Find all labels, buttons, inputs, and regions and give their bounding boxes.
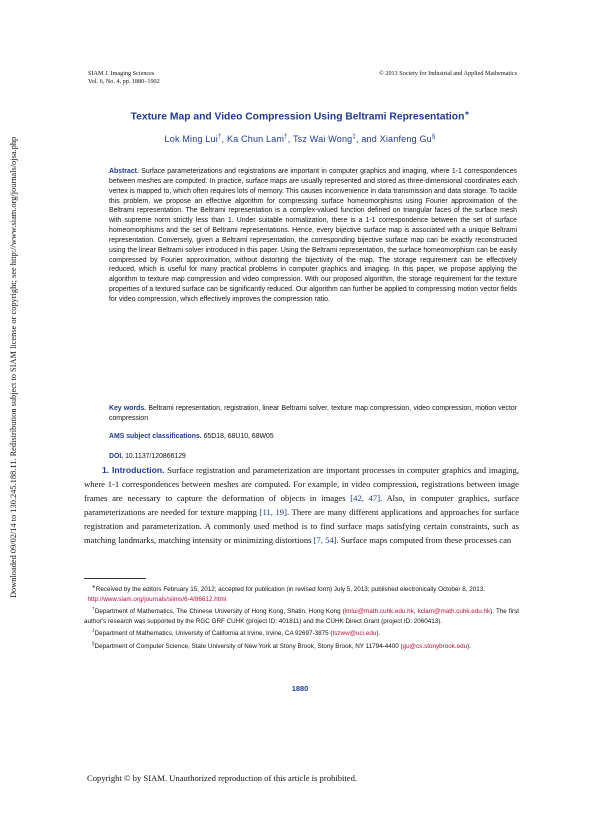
footnote-text: ). The first author's research was supported by the RGC GRF CUHK (project ID: 401811) and the CUHK Direct Grant (project ID: 2060413). [84, 608, 519, 625]
footnote-text: Received by the editors February 15, 2012; accepted for publication (in revised form) July 5, 2013; published electronically October 8, 2013. [95, 586, 486, 594]
intro-text: Surface registration and parameterization are important processes in computer graphics and imaging, where 1-1 correspondences between meshes are computed. For example, in video compression, registrations between image frames are necessary to capture the deformation of objects in images [84, 465, 520, 503]
ams-classifications [109, 433, 274, 440]
download-notice [4, 136, 18, 598]
author-separator: , and [355, 134, 380, 144]
author-list [0, 134, 600, 144]
intro-text: . There are many different applications and approaches for surface registration and parameterization. A commonly used method is to find surface maps satisfying certain constraints, such as matching landmarks, matching intensity or minimizing distortions [84, 506, 520, 545]
page-number: 1880 [291, 684, 309, 693]
header-copyright: © 2013 Society for Industrial and Applied Mathematics [379, 70, 517, 77]
author-mark: † [284, 134, 288, 140]
footnotes [84, 582, 519, 651]
footnote-affiliation-2 [84, 626, 519, 639]
paper-title-text: Texture Map and Video Compression Using Beltrami Representation [130, 111, 465, 123]
journal-header [88, 70, 160, 86]
citation-link[interactable]: [42, 47] [350, 492, 381, 503]
introduction-section [84, 464, 519, 547]
ams-label: AMS subject classifications. [109, 433, 202, 440]
keywords-label: Key words. [109, 405, 147, 412]
footnote-mark: ‡ [92, 628, 95, 634]
download-notice-text: Downloaded 09/02/14 to 130.245.188.11. Redistribution subject to SIAM license or copyright; see http://www.siam.org/journals/ojsa.php [9, 136, 18, 598]
email-link[interactable]: gu@cs.stonybrook.edu [402, 642, 468, 650]
footnote-received [84, 582, 519, 604]
footnote-text: Department of Mathematics, University of California at Irvine, Irvine, CA 92697-3875 ( [94, 630, 333, 638]
intro-text: . Also, in computer graphics, surface parameterizations are needed for texture mapping [84, 492, 519, 517]
keywords [109, 404, 517, 424]
doi [109, 453, 186, 460]
footnote-text: Department of Computer Science, State University of New York at Stony Brook, Stony Brook, NY 11794-4400 ( [94, 642, 403, 650]
intro-text: . Surface maps computed from these processes can [336, 534, 512, 545]
footnote-text: Department of Mathematics, The Chinese University of Hong Kong, Shatin, Hong Kong ( [94, 608, 345, 616]
paper-title [0, 110, 600, 122]
abstract-text: Surface parameterizations and registrations are important in computer graphics and imaging, where 1-1 correspondences between meshes are computed. In practice, surface maps are usually represented and stored as three-dimensional coordinates each vertex is mapped to, which often requires lots of memory. This causes inconvenience in data transmission and data storage. To tackle this problem, we propose an effective algorithm for compressing surface homeomorphisms using Fourier approximation of the Beltrami representation. The Beltrami representation is a complex-valued function defined on triangular faces of the surface mesh with supreme norm strictly less than 1. Under suitable normalization, there is a 1-1 correspondence between the set of surface homeomorphisms and the set of Beltrami representations. Hence, every bijective surface map is associated with a unique Beltrami representation. Conversely, given a Beltrami representation, the corresponding bijective surface map can be exactly reconstructed using the linear Beltrami solver introduced in this paper. Using the Beltrami representation, the surface homeomorphism can be easily compressed by Fourier approximation, without distorting the bijectivity of the map. The storage requirement can be effectively reduced, which is useful for many practical problems in computer graphics and imaging. In this paper, we propose applying the algorithm to texture map compression and video compression. With our proposed algorithm, the storage requirement for the texture properties of a textured surface can be significantly reduced. Our algorithm can further be applied to compressing motion vector fields for video compression, which effectively improves the compression ratio. [109, 168, 517, 303]
citation-link[interactable]: [11, 19] [259, 506, 287, 517]
doi-label: DOI. [109, 453, 124, 460]
footnote-affiliation-1 [84, 604, 519, 626]
footnote-affiliation-3 [84, 639, 519, 652]
footnote-text: ). [376, 630, 381, 638]
footnote-mark: ∗ [92, 584, 96, 589]
section-heading: 1. Introduction. [102, 465, 165, 475]
email-link[interactable]: lmlui@math.cuhk.edu.hk [344, 608, 414, 616]
ams-text: 65D18, 68U10, 68W05 [203, 433, 274, 440]
footnote-mark: § [92, 640, 95, 646]
author-name: Ka Chun Lam [226, 134, 285, 144]
abstract-label: Abstract. [109, 168, 139, 175]
email-link[interactable]: kclam@math.cuhk.edu.hk [417, 608, 491, 616]
author-mark: † [217, 134, 222, 140]
title-footnote-mark: ∗ [464, 111, 470, 117]
bottom-copyright: Copyright © by SIAM. Unauthorized reproduction of this article is prohibited. [87, 773, 358, 783]
introduction-paragraph [84, 464, 519, 547]
citation-link[interactable]: [7, 54] [313, 534, 337, 545]
footnote-text: , [413, 608, 418, 616]
email-link[interactable]: tszww@uci.edu [332, 630, 377, 638]
author-mark: ‡ [352, 134, 356, 140]
author-separator: , [221, 134, 227, 144]
journal-volume: Vol. 6, No. 4, pp. 1880–1902 [88, 78, 160, 85]
author-mark: § [431, 134, 436, 140]
footnote-mark: † [92, 606, 95, 612]
footnote-rule [84, 578, 146, 579]
journal-url-link[interactable]: http://www.siam.org/journals/siims/6-4/86612.html [87, 595, 227, 603]
author-name: Xianfeng Gu [379, 134, 432, 144]
author-separator: , [287, 134, 293, 144]
footnote-text: ). [467, 642, 472, 650]
journal-name: SIAM J. Imaging Sciences [88, 70, 155, 77]
doi-text: 10.1137/120866129 [125, 453, 186, 460]
author-name: Tsz Wai Wong [292, 134, 353, 144]
abstract [109, 167, 517, 305]
keywords-text: Beltrami representation, registration, linear Beltrami solver, texture map compression, video compression, motion vector compression [109, 405, 518, 422]
author-name: Lok Ming Lui [164, 134, 218, 144]
